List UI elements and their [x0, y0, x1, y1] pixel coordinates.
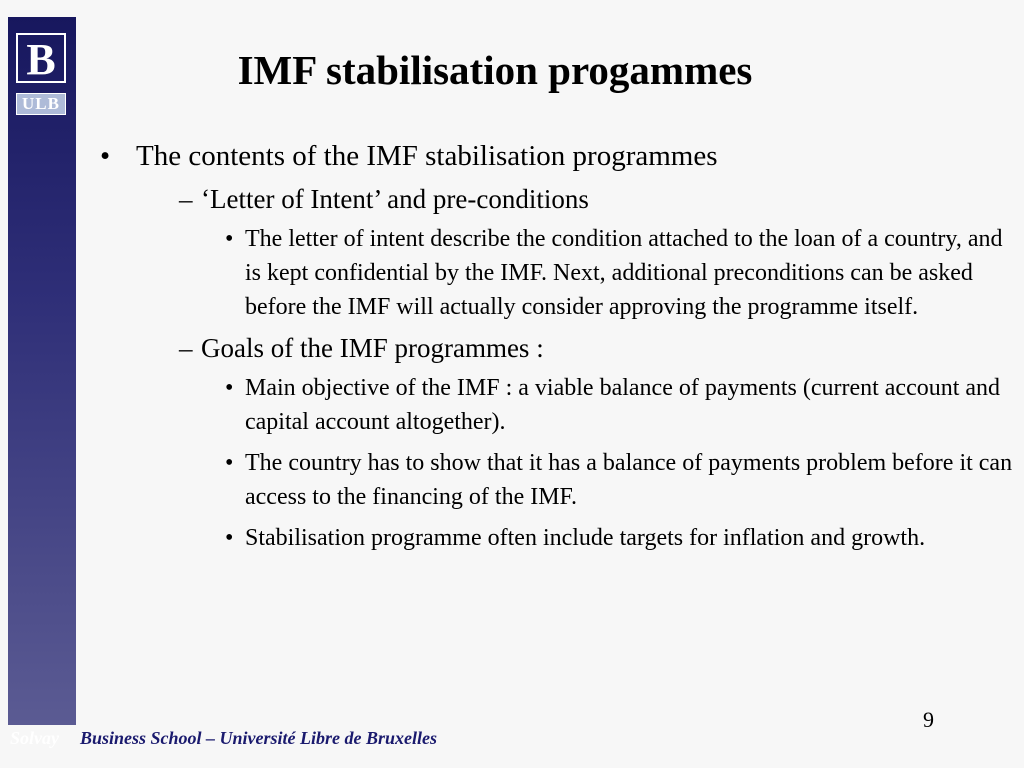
footer-school-name: Business School – Université Libre de Bruxelles	[80, 728, 438, 748]
bullet-text: Goals of the IMF programmes :	[201, 333, 544, 363]
bullet-level3	[225, 446, 1020, 514]
bullet-text: Stabilisation programme often include targets for inflation and growth.	[245, 525, 926, 551]
ulb-logo: ULB	[16, 93, 66, 115]
slide-content	[100, 138, 1013, 562]
bullet-level1	[100, 138, 1000, 174]
logo-area	[8, 17, 76, 725]
slide-title: IMF stabilisation progammes	[237, 47, 753, 93]
bullet-text: Main objective of the IMF : a viable balance of payments (current account and capital account altogether).	[245, 375, 1001, 435]
b-logo-letter: B	[26, 35, 56, 81]
bullet-level3	[225, 521, 1020, 555]
bullet-text: The letter of intent describe the condition attached to the loan of a country, and is kept confidential by the IMF. Next, additional preconditions can be asked before the IMF will actually consider approving the programme itself.	[245, 226, 1003, 320]
bullet-dot-icon: •	[225, 525, 234, 551]
footer-solvay: Solvay	[10, 728, 59, 748]
page-number: 9	[923, 707, 934, 732]
bullet-dash-icon: –	[179, 184, 193, 214]
bullet-dash-icon: –	[179, 333, 193, 363]
bullet-dot-icon: •	[100, 140, 111, 172]
bullet-level2	[179, 182, 1000, 216]
bullet-text: ‘Letter of Intent’ and pre-conditions	[201, 184, 589, 214]
bullet-dot-icon: •	[225, 226, 234, 252]
bullet-level3	[225, 371, 1020, 439]
bullet-level3	[225, 222, 1020, 324]
bullet-text: The contents of the IMF stabilisation programmes	[136, 140, 718, 172]
bullet-dot-icon: •	[225, 375, 234, 401]
bullet-level2	[179, 331, 1000, 365]
bullet-dot-icon: •	[225, 450, 234, 476]
bullet-text: The country has to show that it has a balance of payments problem before it can access to the financing of the IMF.	[245, 450, 1013, 510]
